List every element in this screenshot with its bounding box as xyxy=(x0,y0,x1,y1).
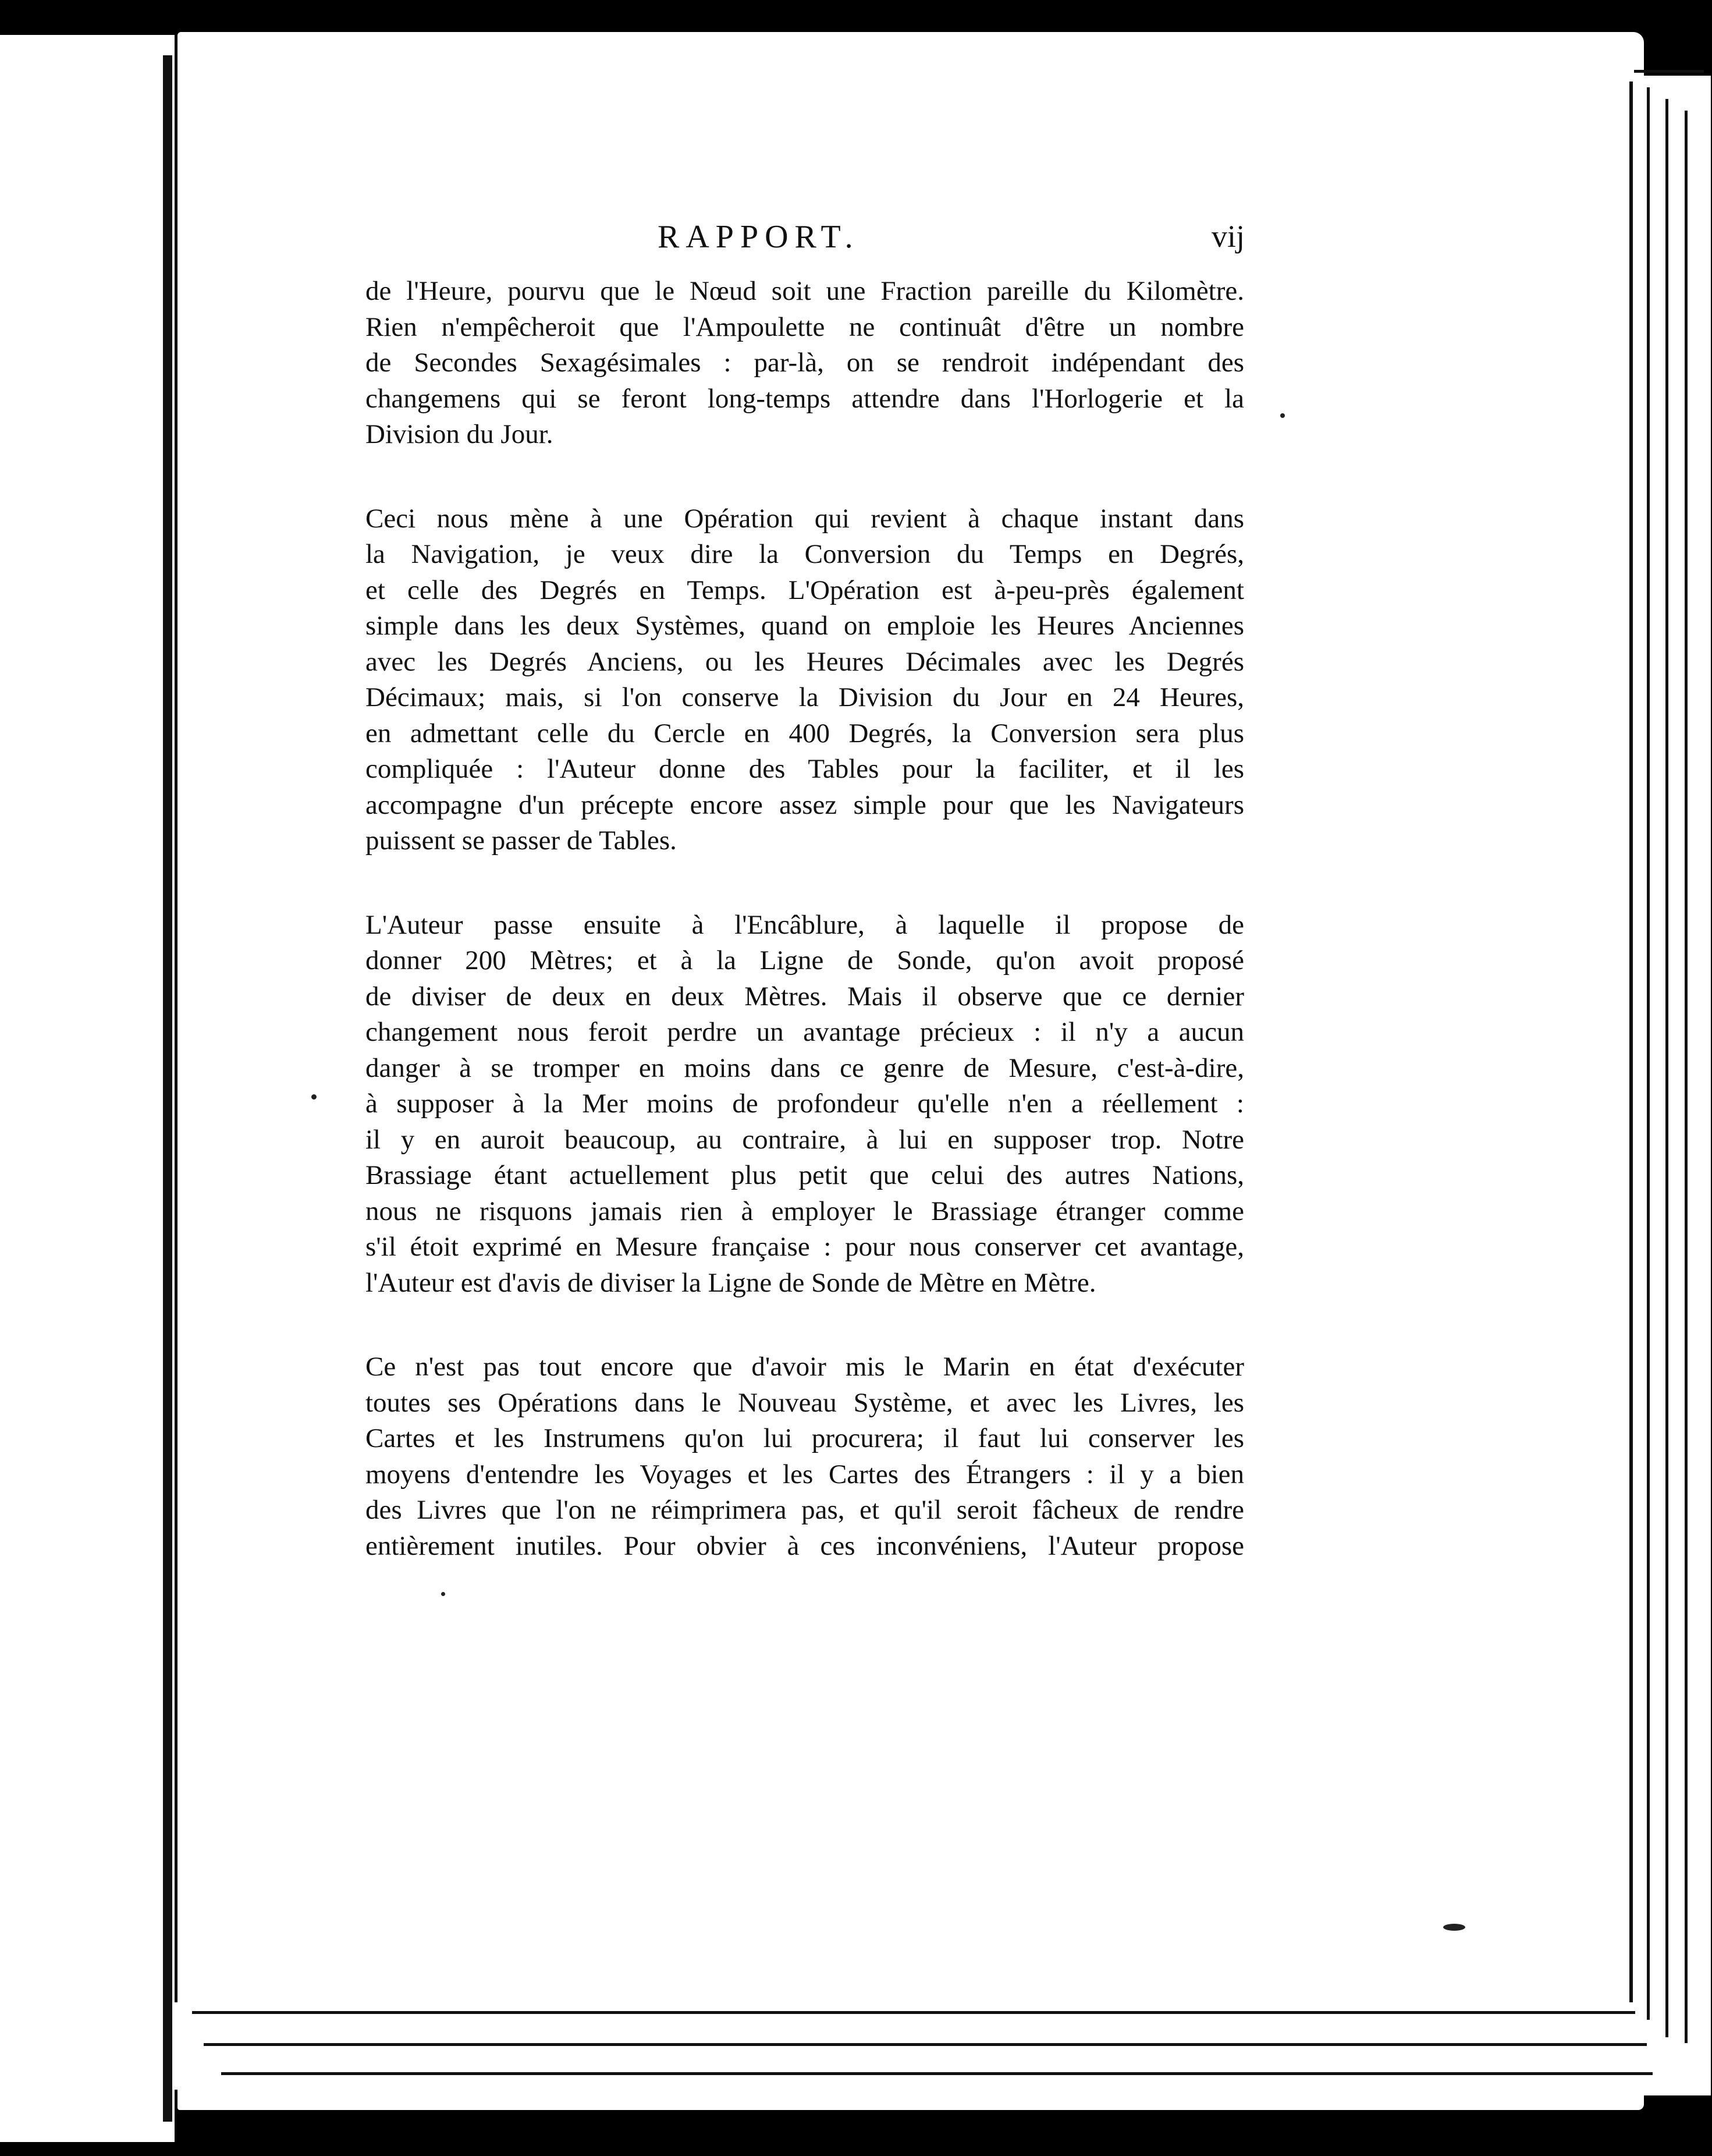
paragraph-3 xyxy=(365,907,1244,1302)
page-edge-line xyxy=(192,2011,1635,2014)
text-line: donner 200 Mètres; et à la Ligne de Sonde, qu'on avoit proposé xyxy=(365,945,1244,976)
paragraph-2 xyxy=(365,501,1244,859)
gutter-shadow xyxy=(163,55,172,2122)
text-line: changement nous feroit perdre un avantage précieux : il n'y a aucun xyxy=(365,1017,1244,1047)
paragraph-4 xyxy=(365,1349,1244,1564)
text-line: changemens qui se feront long-temps attendre dans l'Horlogerie et la xyxy=(365,383,1244,414)
text-line: compliquée : l'Auteur donne des Tables pour la faciliter, et il les xyxy=(365,754,1244,784)
text-line: des Livres que l'on ne réimprimera pas, et qu'il seroit fâcheux de rendre xyxy=(365,1495,1244,1525)
text-line: Rien n'empêcheroit que l'Ampoulette ne continuât d'être un nombre xyxy=(365,311,1244,342)
page-edge-line xyxy=(1647,87,1650,2020)
text-line: danger à se tromper en moins dans ce genre de Mesure, c'est-à-dire, xyxy=(365,1052,1244,1083)
text-line: moyens d'entendre les Voyages et les Cartes des Étrangers : il y a bien xyxy=(365,1459,1244,1490)
text-line: Ce n'est pas tout encore que d'avoir mis le Marin en état d'exécuter xyxy=(365,1352,1244,1382)
page-edge-line xyxy=(1665,99,1668,2037)
text-line: entièrement inutiles. Pour obvier à ces inconvéniens, l'Auteur propose xyxy=(365,1530,1244,1561)
text-line: L'Auteur passe ensuite à l'Encâblure, à laquelle il propose de xyxy=(365,909,1244,940)
text-line: Ceci nous mène à une Opération qui revient à chaque instant dans xyxy=(365,503,1244,534)
ink-speck xyxy=(1280,413,1285,418)
text-line: nous ne risquons jamais rien à employer le Brassiage étranger comme xyxy=(365,1196,1244,1226)
page-edge-line xyxy=(204,2043,1647,2046)
text-line: Décimaux; mais, si l'on conserve la Division du Jour en 24 Heures, xyxy=(365,682,1244,712)
text-line: toutes ses Opérations dans le Nouveau Système, et avec les Livres, les xyxy=(365,1387,1244,1418)
text-line: Division du Jour. xyxy=(365,419,553,449)
text-line: de Secondes Sexagésimales : par-là, on se rendroit indépendant des xyxy=(365,347,1244,378)
text-line: il y en auroit beaucoup, au contraire, à lui en supposer trop. Notre xyxy=(365,1124,1244,1155)
text-line: Brassiage étant actuellement plus petit que celui des autres Nations, xyxy=(365,1160,1244,1190)
text-line: accompagne d'un précepte encore assez simple pour que les Navigateurs xyxy=(365,789,1244,820)
page-edge-line xyxy=(1634,70,1704,73)
text-line: de diviser de deux en deux Mètres. Mais il observe que ce dernier xyxy=(365,981,1244,1012)
left-page-margin xyxy=(0,35,175,2142)
page-edge-line xyxy=(1629,81,1633,2002)
page-edge-line xyxy=(1685,111,1688,2043)
text-line: la Navigation, je veux dire la Conversion du Temps en Degrés, xyxy=(365,539,1244,569)
text-line: de l'Heure, pourvu que le Nœud soit une Fraction pareille du Kilomètre. xyxy=(365,276,1244,306)
text-line: simple dans les deux Systèmes, quand on emploie les Heures Anciennes xyxy=(365,611,1244,641)
paragraph-1 xyxy=(365,274,1244,453)
text-line: l'Auteur est d'avis de diviser la Ligne de Sonde de Mètre en Mètre. xyxy=(365,1267,1096,1298)
text-line: en admettant celle du Cercle en 400 Degrés, la Conversion sera plus xyxy=(365,718,1244,749)
running-head xyxy=(0,218,1712,265)
page-edge-line xyxy=(221,2072,1653,2075)
text-line: à supposer à la Mer moins de profondeur qu'elle n'en a réellement : xyxy=(365,1088,1244,1119)
text-line: avec les Degrés Anciens, ou les Heures Décimales avec les Degrés xyxy=(365,646,1244,677)
page-title: RAPPORT. xyxy=(658,219,859,255)
ink-speck xyxy=(441,1592,445,1596)
ink-speck xyxy=(1443,1924,1465,1931)
body-text xyxy=(365,274,1244,1564)
text-line: puissent se passer de Tables. xyxy=(365,825,677,856)
text-line: et celle des Degrés en Temps. L'Opération est à-peu-près également xyxy=(365,575,1244,605)
page-number: vij xyxy=(1212,219,1245,254)
ink-speck xyxy=(311,1094,317,1100)
text-line: s'il étoit exprimé en Mesure française : pour nous conserver cet avantage, xyxy=(365,1232,1244,1262)
text-line: Cartes et les Instrumens qu'on lui procurera; il faut lui conserver les xyxy=(365,1423,1244,1453)
